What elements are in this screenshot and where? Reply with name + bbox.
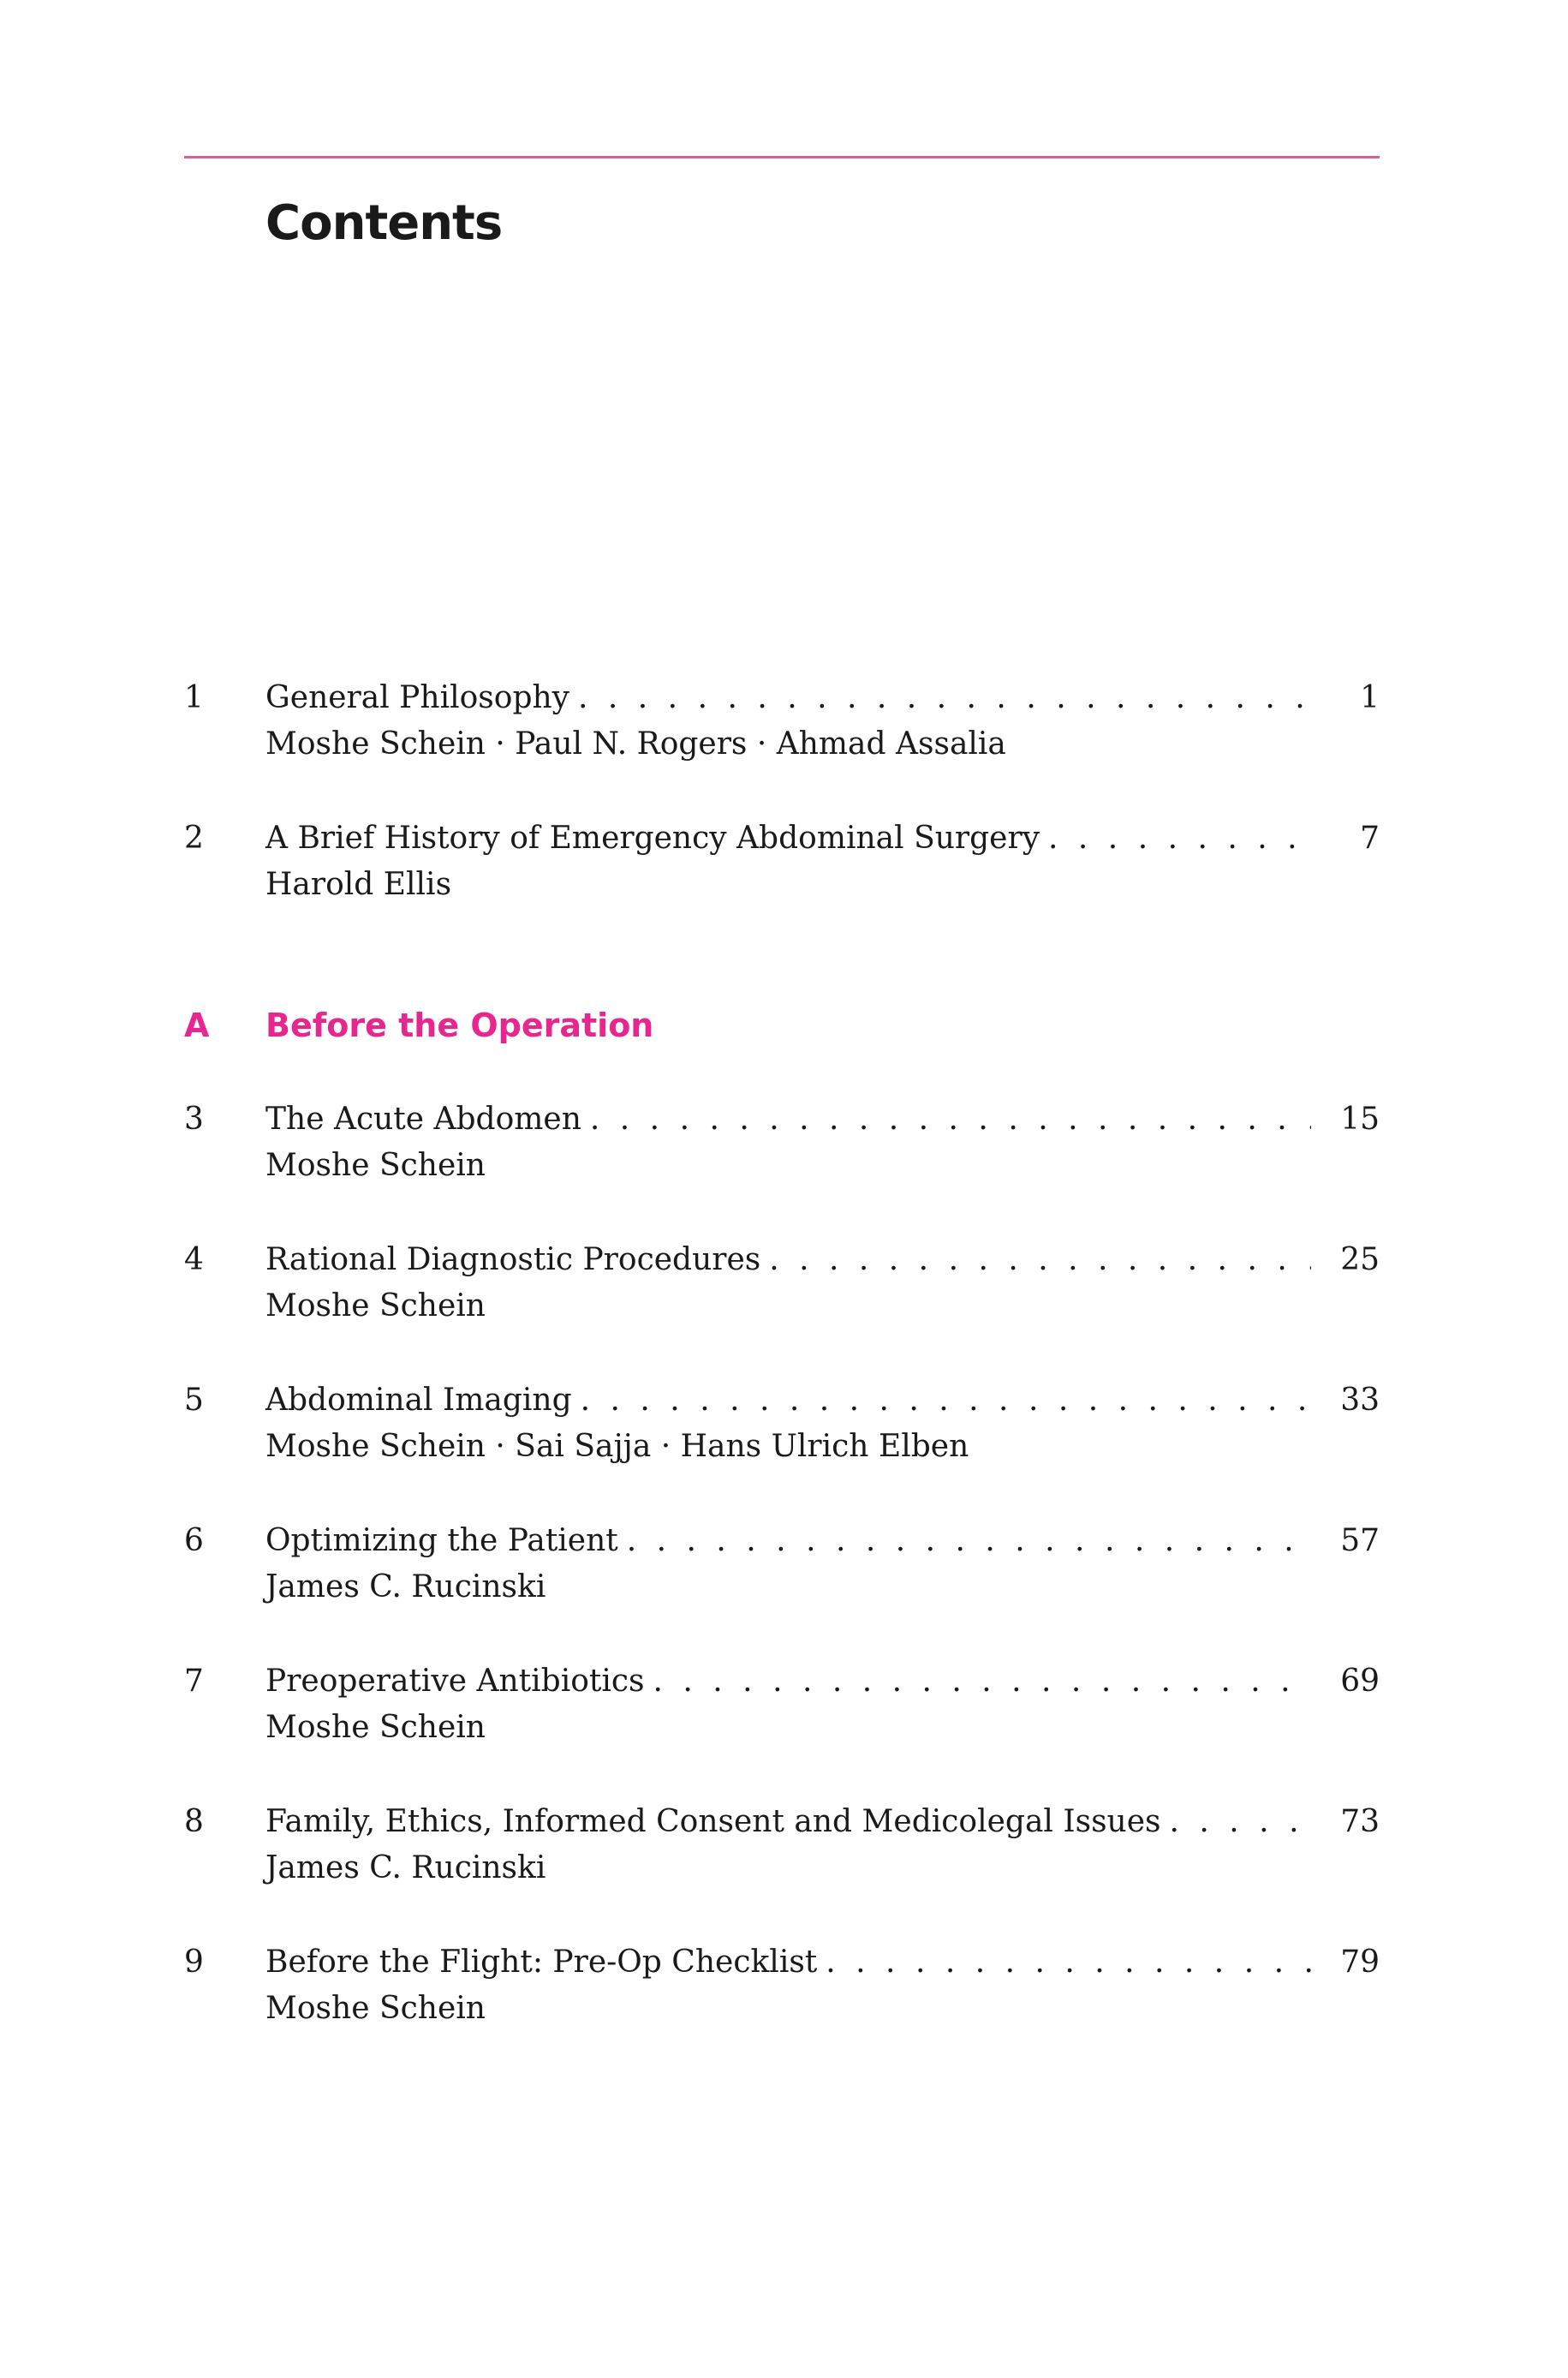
chapter-authors: Moshe Schein · Sai Sajja · Hans Ulrich Elben (265, 1429, 969, 1464)
page-number[interactable]: 25 (1340, 1242, 1380, 1277)
chapter-number: 1 (184, 680, 204, 715)
toc-entry[interactable] (184, 1377, 1380, 1472)
toc-entry[interactable] (184, 816, 1380, 910)
chapter-title-row (265, 1658, 1380, 1705)
chapter-number: 8 (184, 1804, 204, 1839)
section-heading (184, 1000, 1380, 1051)
dot-leader (590, 1096, 1311, 1143)
chapter-authors: Moshe Schein (265, 1288, 486, 1323)
chapter-authors: Moshe Schein (265, 1991, 486, 2026)
chapter-number: 7 (184, 1664, 204, 1699)
dot-leader (826, 1939, 1311, 1986)
chapter-authors: James C. Rucinski (265, 1850, 546, 1885)
chapter-title[interactable]: A Brief History of Emergency Abdominal Surgery (265, 821, 1040, 856)
chapter-title-row (265, 675, 1380, 721)
page-number[interactable]: 1 (1360, 680, 1380, 715)
toc-entry[interactable] (184, 1237, 1380, 1331)
chapter-title-row (265, 1237, 1380, 1283)
chapter-title[interactable]: General Philosophy (265, 680, 570, 715)
chapter-number: 6 (184, 1523, 204, 1558)
toc-entry[interactable] (184, 1518, 1380, 1612)
dot-leader (769, 1237, 1311, 1283)
chapter-number: 5 (184, 1383, 204, 1418)
page-number[interactable]: 57 (1340, 1523, 1380, 1558)
page-title: Contents (265, 195, 503, 251)
chapter-number: 2 (184, 821, 204, 856)
toc-entry[interactable] (184, 1799, 1380, 1893)
toc-entry[interactable] (184, 1939, 1380, 2034)
section-letter: A (184, 1007, 210, 1044)
toc-entry[interactable] (184, 1096, 1380, 1191)
chapter-title[interactable]: Optimizing the Patient (265, 1523, 618, 1558)
chapter-title[interactable]: Preoperative Antibiotics (265, 1664, 645, 1699)
chapter-title[interactable]: Rational Diagnostic Procedures (265, 1242, 761, 1277)
chapter-title[interactable]: Before the Flight: Pre-Op Checklist (265, 1945, 818, 1980)
chapter-authors: James C. Rucinski (265, 1569, 546, 1604)
page-number[interactable]: 69 (1340, 1664, 1380, 1699)
page-number[interactable]: 73 (1340, 1804, 1380, 1839)
chapter-title-row (265, 1377, 1380, 1424)
page-number[interactable]: 15 (1340, 1102, 1380, 1137)
chapter-number: 9 (184, 1945, 204, 1980)
chapter-authors: Moshe Schein · Paul N. Rogers · Ahmad Assalia (265, 726, 1006, 762)
dot-leader (1048, 816, 1311, 862)
page-number[interactable]: 79 (1340, 1945, 1380, 1980)
chapter-title[interactable]: The Acute Abdomen (265, 1102, 581, 1137)
chapter-number: 3 (184, 1102, 204, 1137)
chapter-authors: Moshe Schein (265, 1148, 486, 1183)
header-rule (184, 156, 1380, 158)
chapter-title-row (265, 1939, 1380, 1986)
page-number[interactable]: 33 (1340, 1383, 1380, 1418)
page-number[interactable]: 7 (1360, 821, 1380, 856)
chapter-authors: Moshe Schein (265, 1710, 486, 1745)
chapter-title-row (265, 1799, 1380, 1845)
dot-leader (578, 675, 1311, 721)
chapter-title-row (265, 1518, 1380, 1564)
dot-leader (1170, 1799, 1311, 1845)
toc-entry[interactable] (184, 1658, 1380, 1753)
section-title: Before the Operation (265, 1007, 654, 1044)
chapter-title-row (265, 1096, 1380, 1143)
chapter-title-row (265, 816, 1380, 862)
chapter-title[interactable]: Abdominal Imaging (265, 1383, 572, 1418)
dot-leader (653, 1658, 1311, 1705)
dot-leader (627, 1518, 1311, 1564)
dot-leader (581, 1377, 1311, 1424)
chapter-number: 4 (184, 1242, 204, 1277)
toc-entry[interactable] (184, 675, 1380, 769)
chapter-authors: Harold Ellis (265, 867, 452, 902)
chapter-title[interactable]: Family, Ethics, Informed Consent and Medicolegal Issues (265, 1804, 1161, 1839)
